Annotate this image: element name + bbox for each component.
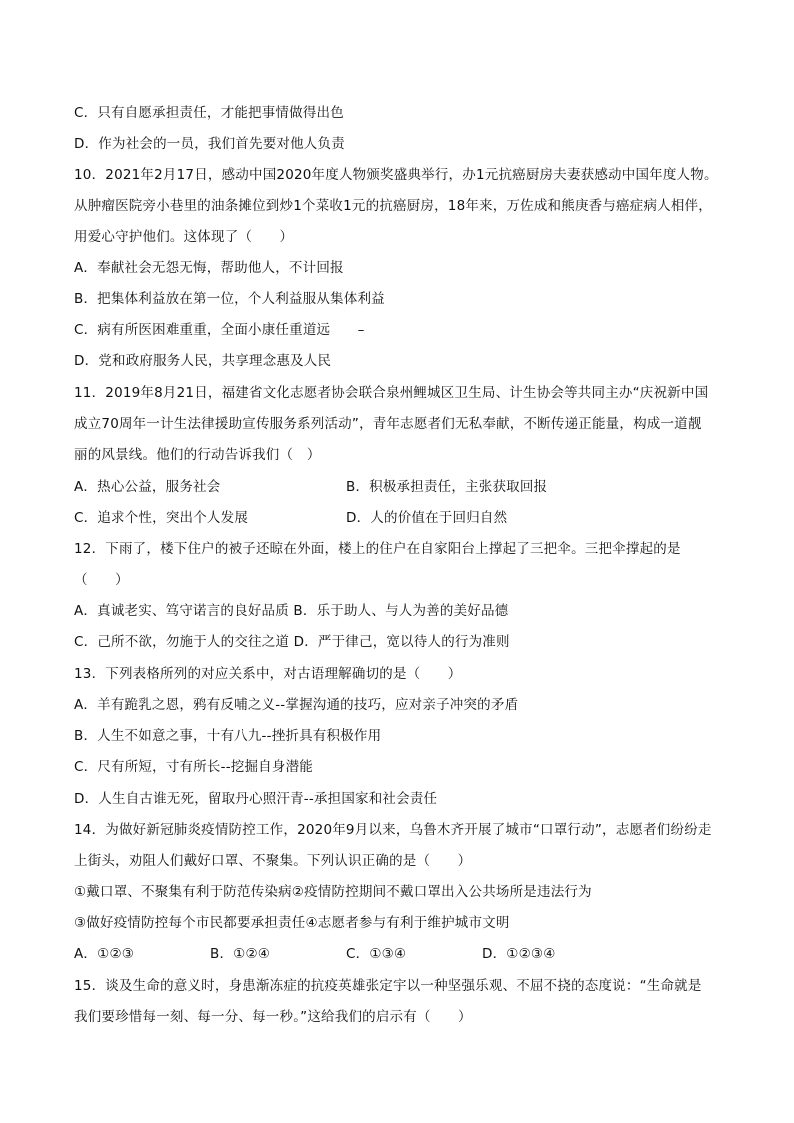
q10-option-c: C．病有所医困难重重，全面小康任重道远 – xyxy=(74,322,365,338)
q11-stem-line-2: 成立70周年一计生法律援助宣传服务系列活动”，青年志愿者们无私奉献，不断传递正能量，构成一道靓 xyxy=(74,416,702,432)
q14-option-a: A．①②③ xyxy=(74,946,135,962)
q14-option-c: C．①③④ xyxy=(346,946,407,962)
q14-option-b: B．①②④ xyxy=(210,946,271,962)
q11-stem-line-1: 11．2019年8月21日，福建省文化志愿者协会联合泉州鲤城区卫生局、计生协会等共同主办“庆祝新中国 xyxy=(74,385,709,401)
q13-option-b: B．人生不如意之事，十有八九--挫折具有积极作用 xyxy=(74,728,382,744)
q11-option-c: C．追求个性，突出个人发展 xyxy=(74,510,249,526)
q14-statements-1-2: ①戴口罩、不聚集有利于防范传染病②疫情防控期间不戴口罩出入公共场所是违法行为 xyxy=(74,884,592,900)
q9-option-d: D．作为社会的一员，我们首先要对他人负责 xyxy=(74,136,345,152)
q14-stem-line-2: 上街头，劝阻人们戴好口罩、不聚集。下列认识正确的是（ ） xyxy=(74,853,472,869)
q11-option-a: A．热心公益，服务社会 xyxy=(74,479,221,495)
q14-option-d: D．①②③④ xyxy=(482,946,556,962)
q10-stem-line-1: 10．2021年2月17日，感动中国2020年度人物颁奖盛典举行，办1元抗癌厨房夫妻获感动中国年度人物。 xyxy=(74,167,718,183)
q12-options-ab: A．真诚老实、笃守诺言的良好品质 B．乐于助人、与人为善的美好品德 xyxy=(74,603,509,619)
q13-stem: 13．下列表格所列的对应关系中，对古语理解确切的是（ ） xyxy=(74,666,462,682)
q14-statements-3-4: ③做好疫情防控每个市民都要承担责任④志愿者参与有利于维护城市文明 xyxy=(74,915,510,931)
q11-option-d: D．人的价值在于回归自然 xyxy=(346,510,508,526)
q15-stem-line-2: 我们要珍惜每一刻、每一分、每一秒。”这给我们的启示有（ ） xyxy=(74,1009,472,1025)
q15-stem-line-1: 15．谈及生命的意义时，身患渐冻症的抗疫英雄张定宇以一种坚强乐观、不屈不挠的态度说：“生命就是 xyxy=(74,978,702,994)
q14-stem-line-1: 14．为做好新冠肺炎疫情防控工作，2020年9月以来，乌鲁木齐开展了城市“口罩行动”，志愿者们纷纷走 xyxy=(74,822,712,838)
q12-stem-line-2: （ ） xyxy=(74,572,129,588)
q11-stem-line-3: 丽的风景线。他们的行动告诉我们（ ） xyxy=(74,447,321,463)
q10-stem-line-3: 用爱心守护他们。这体现了（ ） xyxy=(74,229,294,245)
q9-option-c: C．只有自愿承担责任，才能把事情做得出色 xyxy=(74,105,344,121)
q13-option-d: D．人生自古谁无死，留取丹心照汗青--承担国家和社会责任 xyxy=(74,791,438,807)
q13-option-c: C．尺有所短，寸有所长--挖掘自身潜能 xyxy=(74,759,313,775)
q10-option-a: A．奉献社会无怨无悔，帮助他人，不计回报 xyxy=(74,260,344,276)
q10-stem-line-2: 从肿瘤医院旁小巷里的油条摊位到炒1个菜收1元的抗癌厨房，18年来，万佐成和熊庚香与癌症病人相伴， xyxy=(74,198,712,214)
q13-option-a: A．羊有跪乳之恩，鸦有反哺之义--掌握沟通的技巧，应对亲子冲突的矛盾 xyxy=(74,697,519,713)
q11-option-b: B．积极承担责任，主张获取回报 xyxy=(346,479,548,495)
q12-options-cd: C．己所不欲，勿施于人的交往之道 D．严于律己，宽以待人的行为准则 xyxy=(74,634,510,650)
q10-option-b: B．把集体利益放在第一位，个人利益服从集体利益 xyxy=(74,291,385,307)
q10-option-d: D．党和政府服务人民，共享理念惠及人民 xyxy=(74,353,332,369)
q12-stem-line-1: 12．下雨了，楼下住户的被子还晾在外面，楼上的住户在自家阳台上撑起了三把伞。三把伞撑起的是 xyxy=(74,541,681,557)
